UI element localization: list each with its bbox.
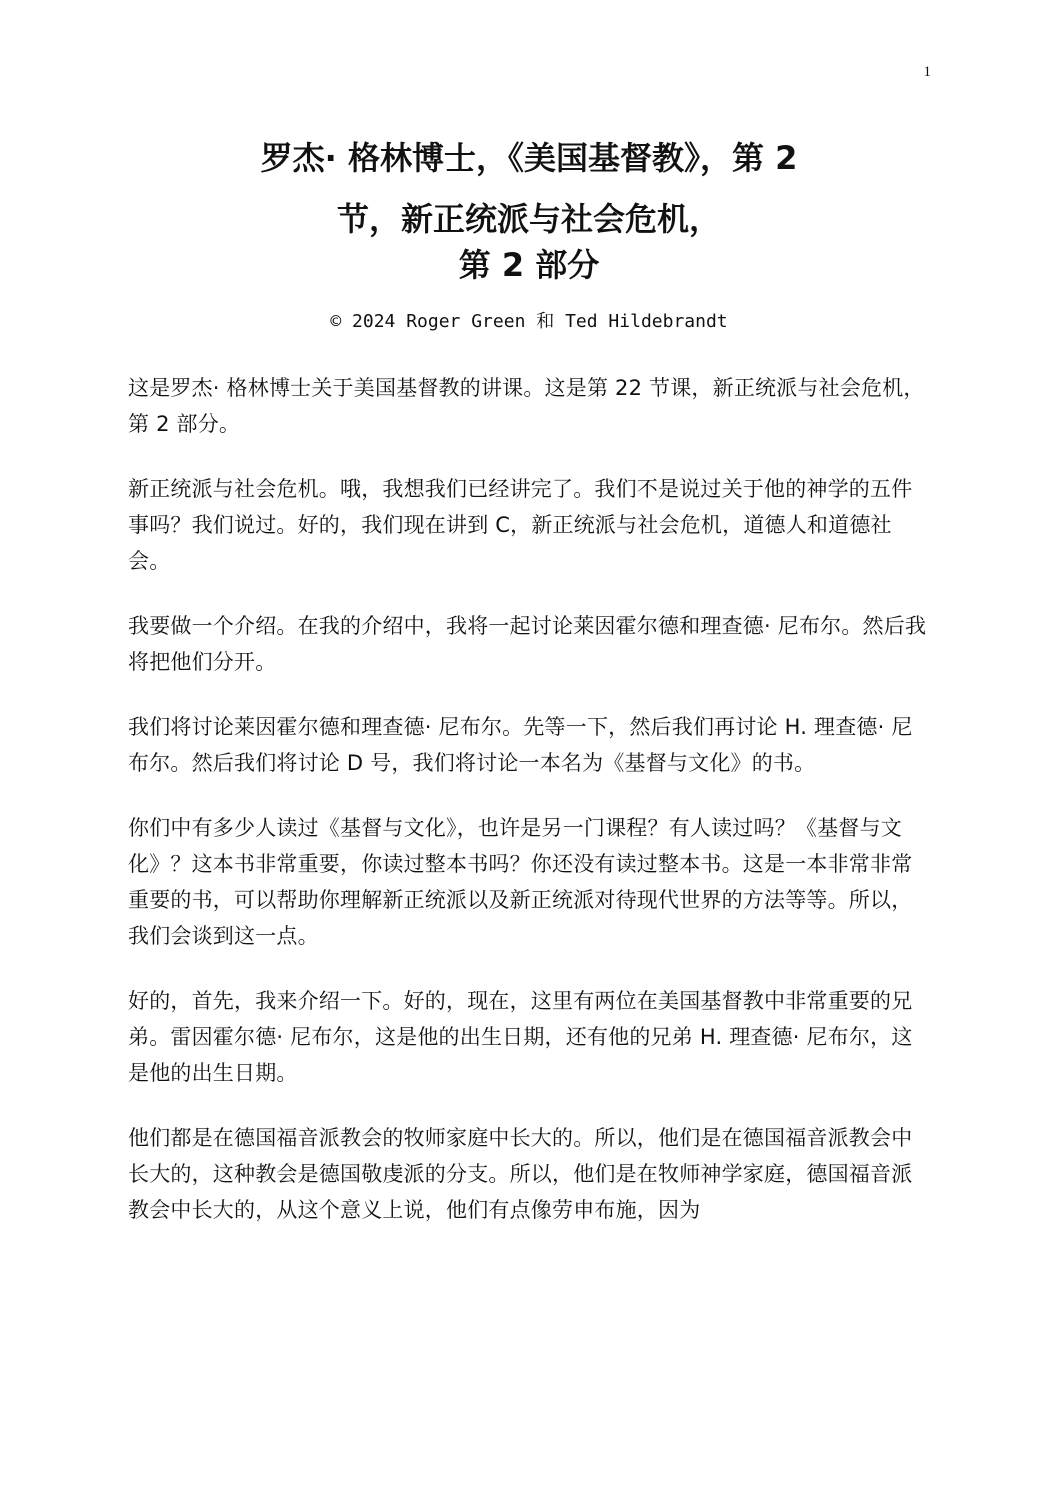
title-line-2: 节，新正统派与社会危机，	[336, 200, 721, 238]
page-number: 1	[923, 64, 931, 80]
paragraph-5: 你们中有多少人读过《基督与文化》，也许是另一门课程？有人读过吗？《基督与文化》？这本书非常重要，你读过整本书吗？你还没有读过整本书。这是一本非常非常重要的书，可以帮助你理解新正统派以及新正统派对待现代世界的方法等等。所以，我们会谈到这一点。	[128, 816, 913, 948]
paragraph-2: 新正统派与社会危机。哦，我想我们已经讲完了。我们不是说过关于他的神学的五件事吗？我们说过。好的，我们现在讲到 C，新正统派与社会危机，道德人和道德社会。	[128, 477, 913, 573]
body-text	[128, 370, 928, 1257]
title-line-1: 罗杰· 格林博士，《美国基督教》，第 2	[260, 139, 798, 177]
paragraph-1: 这是罗杰· 格林博士关于美国基督教的讲课。这是第 22 节课，新正统派与社会危机，第 2 部分。	[128, 376, 925, 436]
paragraph-7: 他们都是在德国福音派教会的牧师家庭中长大的。所以，他们是在德国福音派教会中长大的，这种教会是德国敬虔派的分支。所以，他们是在牧师神学家庭，德国福音派教会中长大的，从这个意义上说，他们有点像劳申布施，因为	[128, 1126, 913, 1222]
paragraph-4: 我们将讨论莱因霍尔德和理查德· 尼布尔。先等一下，然后我们再讨论 H. 理查德· 尼布尔。然后我们将讨论 D 号，我们将讨论一本名为《基督与文化》的书。	[128, 715, 913, 775]
paragraph-6: 好的，首先，我来介绍一下。好的，现在，这里有两位在美国基督教中非常重要的兄弟。雷因霍尔德· 尼布尔，这是他的出生日期，还有他的兄弟 H. 理查德· 尼布尔，这是他的出生日期。	[128, 989, 913, 1085]
document-title	[0, 139, 1058, 284]
paragraph-3: 我要做一个介绍。在我的介绍中，我将一起讨论莱因霍尔德和理查德· 尼布尔。然后我将把他们分开。	[128, 614, 927, 674]
title-line-3: 第 2 部分	[458, 246, 600, 284]
copyright-line: © 2024 Roger Green 和 Ted Hildebrandt	[330, 311, 728, 332]
